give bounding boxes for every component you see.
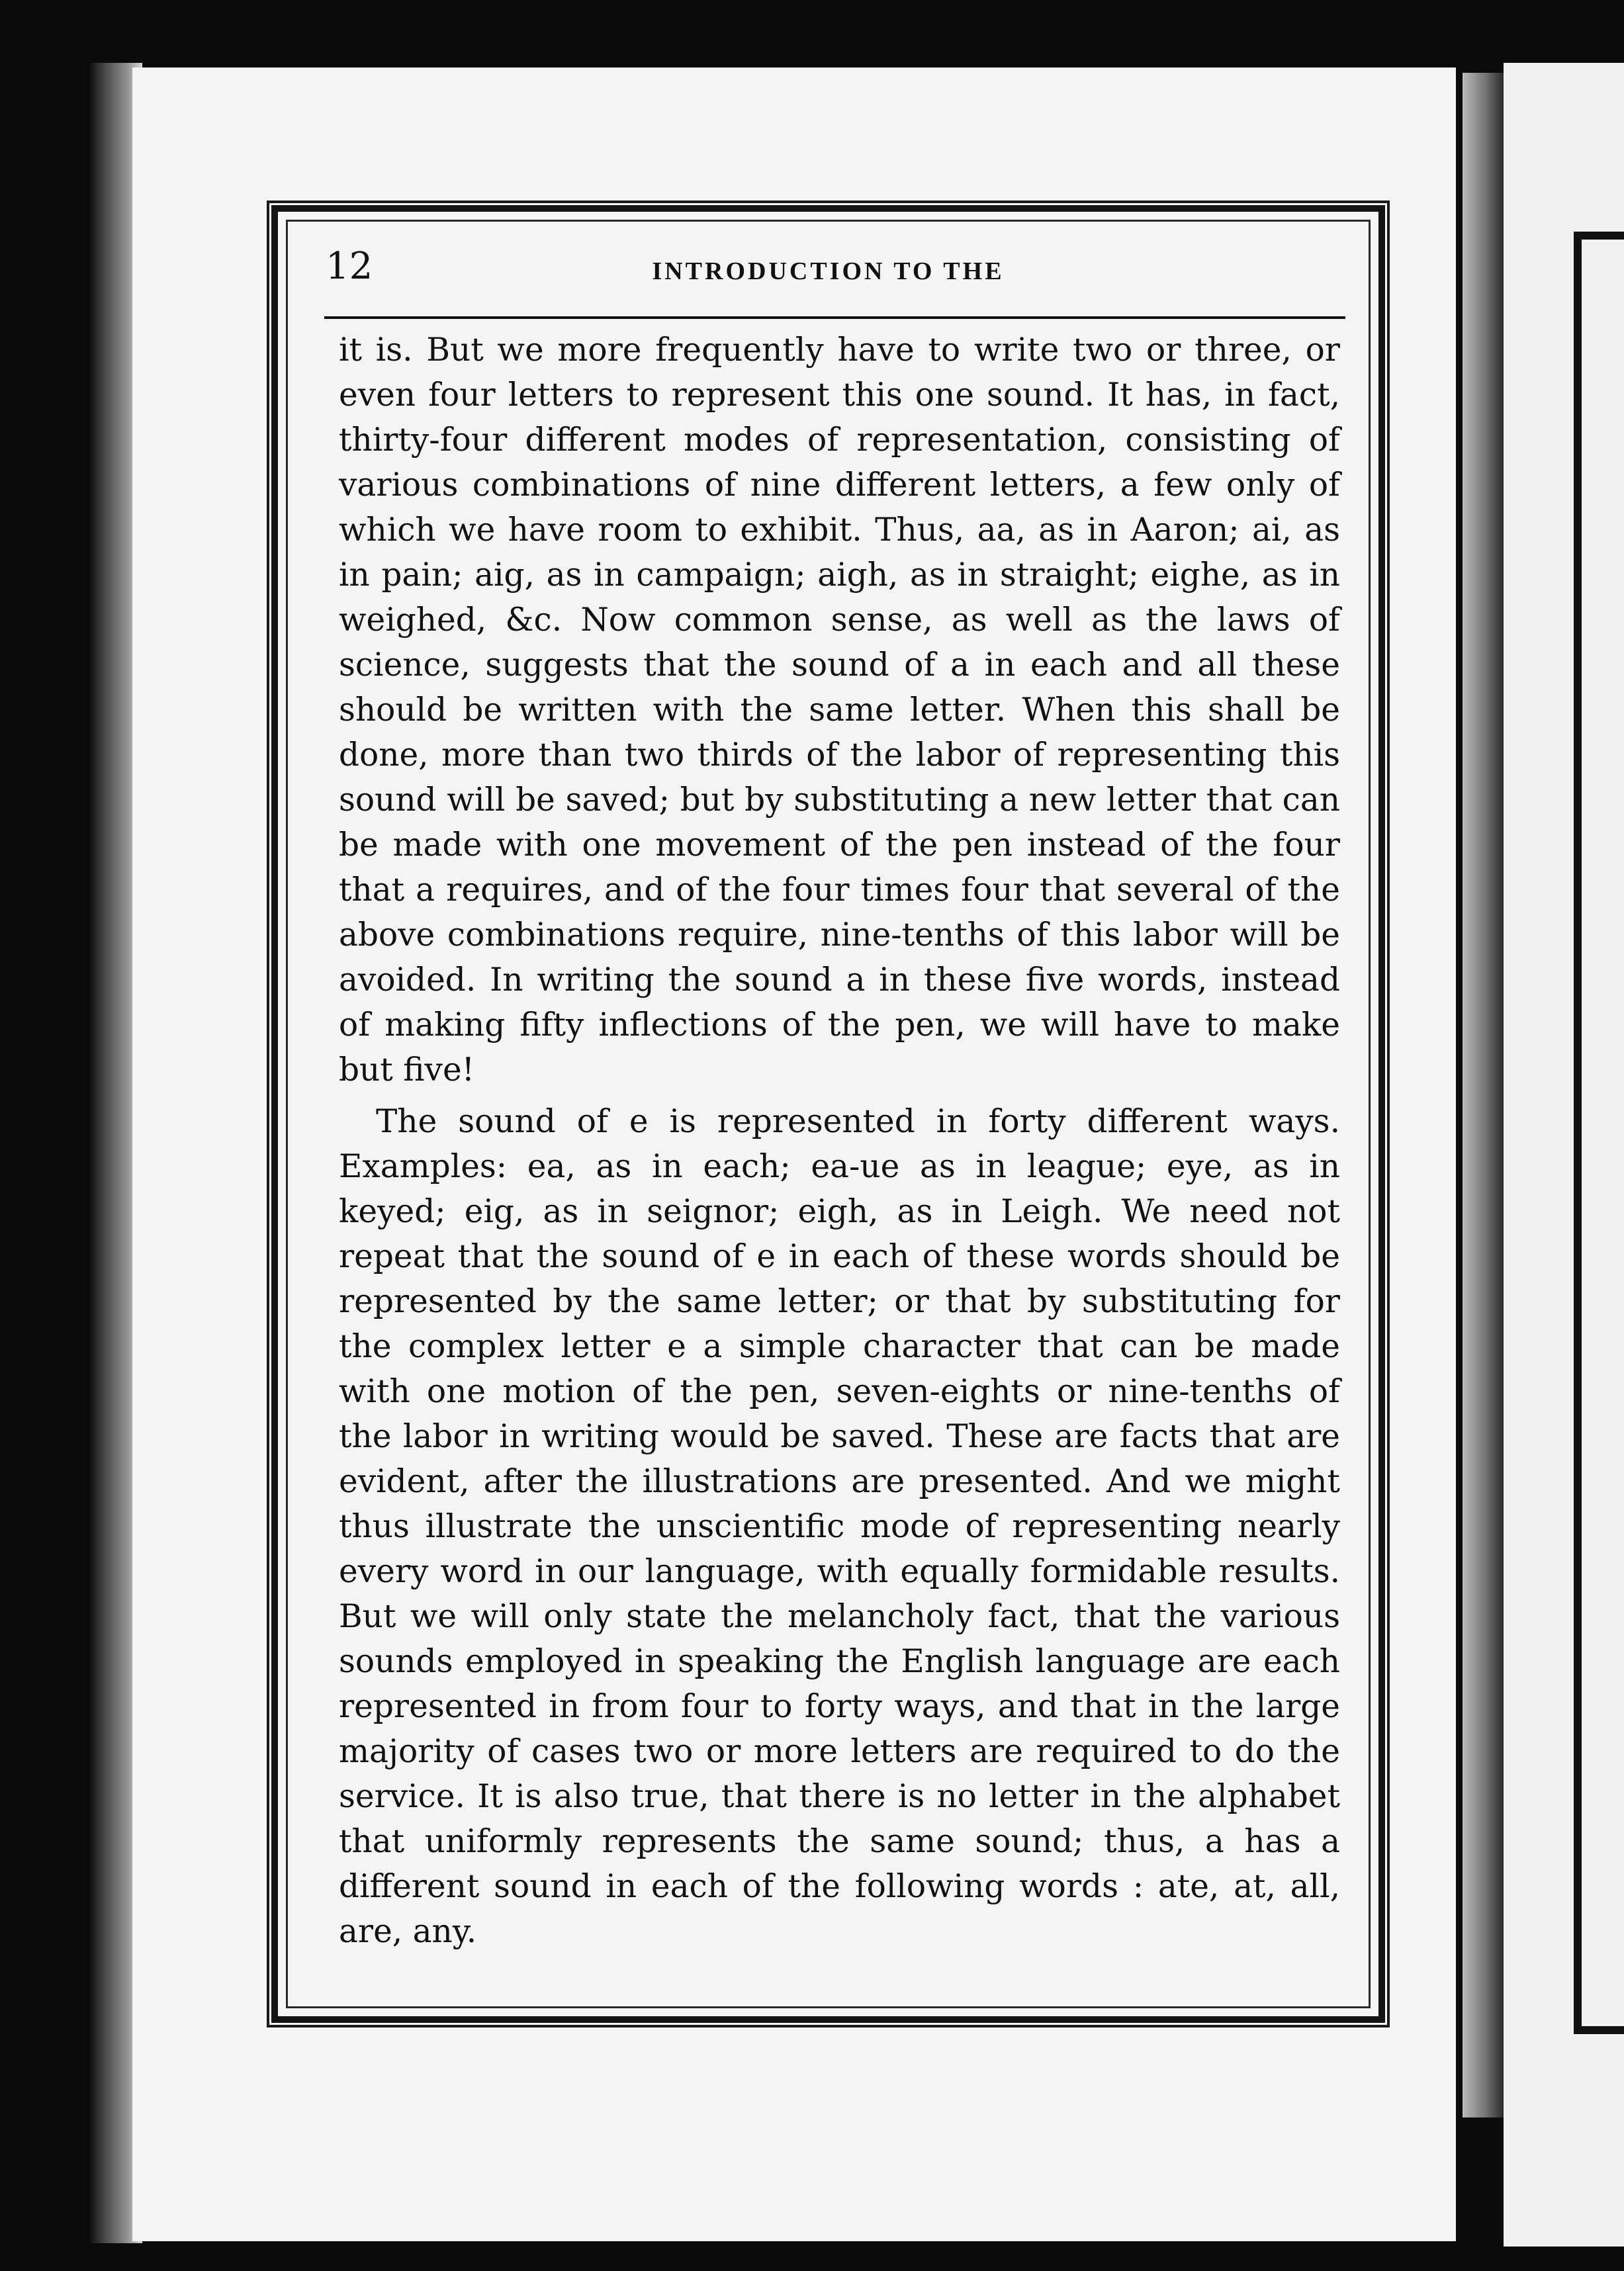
paragraph-2: The sound of e is represented in forty different ways. Examples: ea, as in each; ea-ue as in league; eye, as in keyed; eig, as in seignor; eigh, as in Leigh. We need not repeat that the sound of e in each of these words should be represented by the same letter; or that by substituting for the complex letter e a simple character that can be made with one motion of the pen, seven-eights or nine-tenths of the labor in writing would be saved. These are facts that are evident, after the illustrations are presented. And we might thus illustrate the unscientific mode of representing nearly every word in our language, with equally formidable results. But we will only state the melancholy fact, that the various sounds employed in speaking the English language are each represented in from four to forty ways, and that in the large majority of cases two or more letters are required to do the service. It is also true, that there is no letter in the alphabet that uniformly represents the same sound; thus, a has a different sound in each of the following words : ate, at, all, are, any. [339,1103,1340,1950]
facing-page-border [1574,232,1624,2034]
page-number: 12 [326,245,373,288]
header-rule [324,316,1345,319]
running-head: INTRODUCTION TO THE [652,257,1005,285]
body-text [339,328,1340,1954]
page-edge [1463,73,1504,2117]
page-header [326,245,1331,304]
paragraph-1: it is. But we more frequently have to write two or three, or even four letters to represent this one sound. It has, in fact, thirty-four different modes of representation, consisting of various combinations of nine different letters, a few only of which we have room to exhibit. Thus, aa, as in Aaron; ai, as in pain; aig, as in campaign; aigh, as in straight; eighe, as in weighed, &c. Now common sense, as well as the laws of science, suggests that the sound of a in each and all these should be written with the same letter. When this shall be done, more than two thirds of the labor of representing this sound will be saved; but by substituting a new letter that can be made with one movement of the pen instead of the four that a requires, and of the four times four that several of the above combinations require, nine-tenths of this labor will be avoided. In writing the sound a in these five words, instead of making fifty inflections of the pen, we will have to make but five! [339,332,1340,1089]
ornamental-border [271,205,1385,2023]
